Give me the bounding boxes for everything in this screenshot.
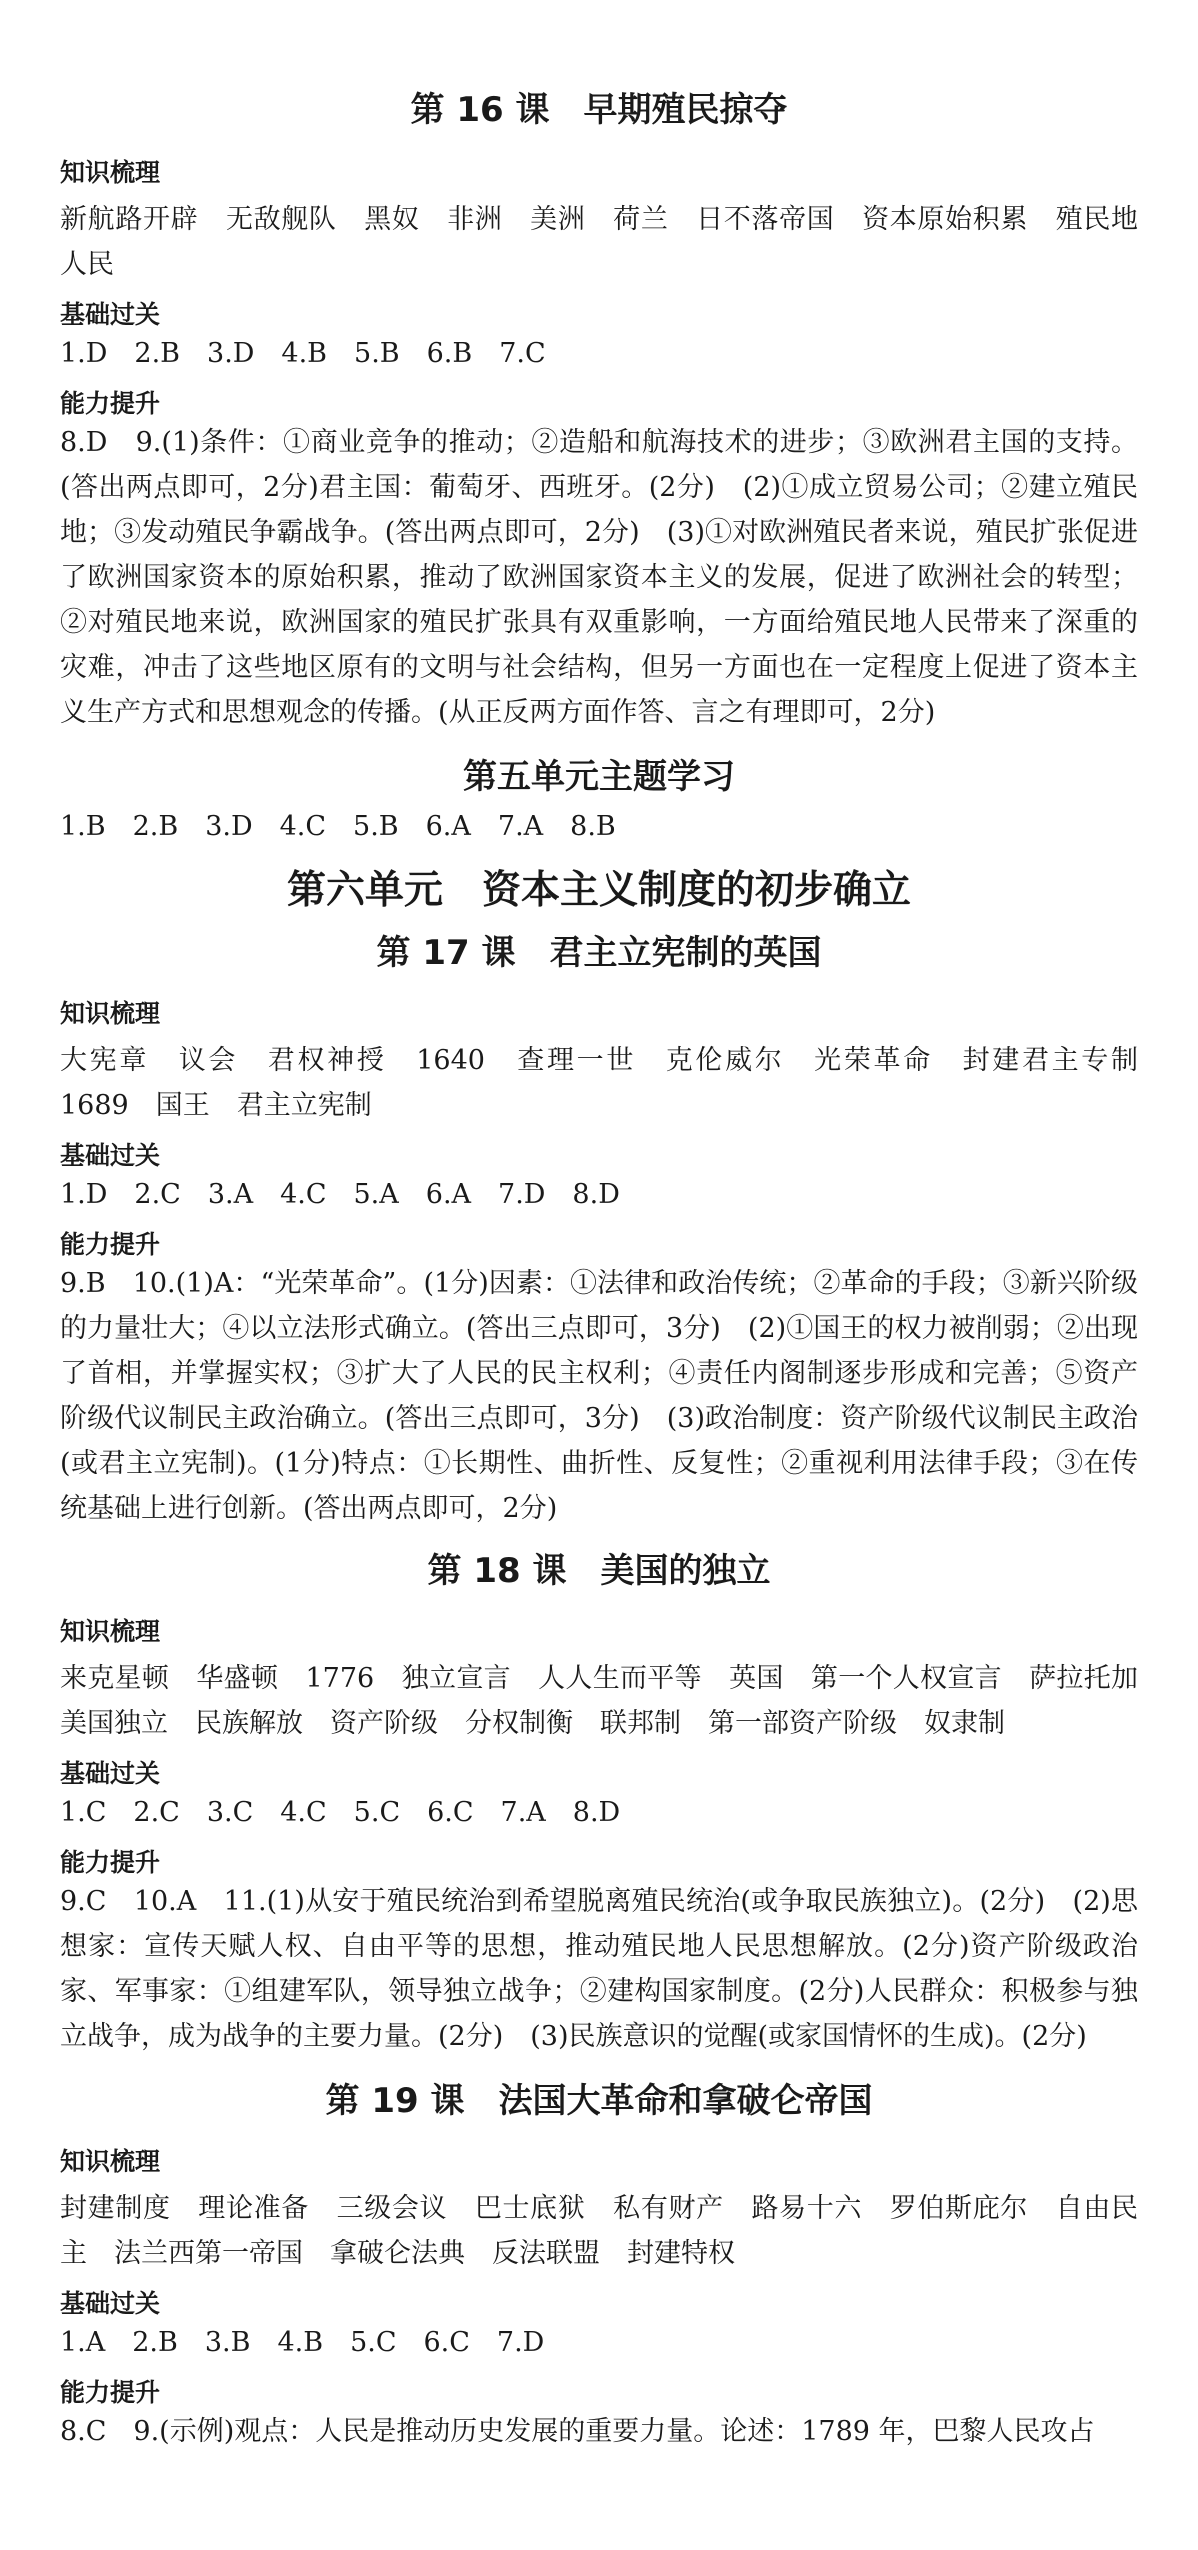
lesson-16-title: 第 16 课 早期殖民掠夺 — [410, 90, 788, 130]
lesson-18-ability-text: 9.C 10.A 11.(1)从安于殖民统治到希望脱离殖民统治(或争取民族独立)。(2分) (2)思想家：宣传天赋人权、自由平等的思想，推动殖民地人民思想解放。(2分)资产阶级政治家、军事家：①组建军队，领导独立战争；②建构国家制度。(2分)人民群众：积极参与独立战争，成为战争的主要力量。(2分) (3)民族意识的觉醒(或家国情怀的生成)。(2分) — [60, 1886, 1138, 2052]
lesson-17-basic-text: 1.D 2.C 3.A 4.C 5.A 6.A 7.D 8.D — [60, 1179, 620, 1210]
lesson-19-ability-text: 8.C 9.(示例)观点：人民是推动历史发展的重要力量。论述：1789 年，巴黎人民攻占 — [60, 2416, 1095, 2447]
lesson-19-title: 第 19 课 法国大革命和拿破仑帝国 — [325, 2081, 873, 2121]
unit-5-theme-answers: 1.B 2.B 3.D 4.C 5.B 6.A 7.A 8.B — [60, 811, 616, 842]
lesson-16-knowledge-text: 新航路开辟 无敌舰队 黑奴 非洲 美洲 荷兰 日不落帝国 资本原始积累 殖民地人民 — [60, 204, 1138, 280]
lesson-17-knowledge-heading: 知识梳理 — [60, 999, 161, 1028]
lesson-18-basic-text: 1.C 2.C 3.C 4.C 5.C 6.C 7.A 8.D — [60, 1797, 621, 1828]
lesson-17-basic-heading: 基础过关 — [60, 1141, 161, 1170]
lesson-19-knowledge-heading: 知识梳理 — [60, 2147, 161, 2176]
lesson-18-knowledge-heading: 知识梳理 — [60, 1617, 161, 1646]
lesson-17-title: 第 17 课 君主立宪制的英国 — [376, 933, 822, 973]
lesson-16-ability-text: 8.D 9.(1)条件：①商业竞争的推动；②造船和航海技术的进步；③欧洲君主国的支持。(答出两点即可，2分)君主国：葡萄牙、西班牙。(2分) (2)①成立贸易公司；②建立殖民地；③发动殖民争霸战争。(答出两点即可，2分) (3)①对欧洲殖民者来说，殖民扩张促进了欧洲国家资本的原始积累，推动了欧洲国家资本主义的发展，促进了欧洲社会的转型；②对殖民地来说，欧洲国家的殖民扩张具有双重影响，一方面给殖民地人民带来了深重的灾难，冲击了这些地区原有的文明与社会结构，但另一方面也在一定程度上促进了资本主义生产方式和思想观念的传播。(从正反两方面作答、言之有理即可，2分) — [60, 427, 1138, 728]
lesson-17-knowledge-text: 大宪章 议会 君权神授 1640 查理一世 克伦威尔 光荣革命 封建君主专制 1689 国王 君主立宪制 — [60, 1045, 1165, 1121]
lesson-17-ability-heading: 能力提升 — [60, 1230, 161, 1259]
lesson-18-knowledge-text: 来克星顿 华盛顿 1776 独立宣言 人人生而平等 英国 第一个人权宣言 萨拉托加 美国独立 民族解放 资产阶级 分权制衡 联邦制 第一部资产阶级 奴隶制 — [60, 1663, 1165, 1739]
lesson-16-knowledge-heading: 知识梳理 — [60, 158, 161, 187]
lesson-16-ability-heading: 能力提升 — [60, 389, 161, 418]
lesson-18-ability-heading: 能力提升 — [60, 1848, 161, 1877]
lesson-19-basic-heading: 基础过关 — [60, 2289, 161, 2318]
lesson-16-basic-text: 1.D 2.B 3.D 4.B 5.B 6.B 7.C — [60, 338, 546, 369]
lesson-18-title: 第 18 课 美国的独立 — [427, 1551, 771, 1591]
unit-6-title: 第六单元 资本主义制度的初步确立 — [286, 868, 911, 913]
lesson-18-basic-heading: 基础过关 — [60, 1759, 161, 1788]
lesson-19-knowledge-text: 封建制度 理论准备 三级会议 巴士底狱 私有财产 路易十六 罗伯斯庇尔 自由民主 法兰西第一帝国 拿破仑法典 反法联盟 封建特权 — [60, 2193, 1138, 2269]
lesson-16-basic-heading: 基础过关 — [60, 300, 161, 329]
unit-5-theme-title: 第五单元主题学习 — [463, 757, 735, 797]
lesson-19-ability-heading: 能力提升 — [60, 2378, 161, 2407]
lesson-17-ability-text: 9.B 10.(1)A：“光荣革命”。(1分)因素：①法律和政治传统；②革命的手段；③新兴阶级的力量壮大；④以立法形式确立。(答出三点即可，3分) (2)①国王的权力被削弱；②出现了首相，并掌握实权；③扩大了人民的民主权利；④责任内阁制逐步形成和完善；⑤资产阶级代议制民主政治确立。(答出三点即可，3分) (3)政治制度：资产阶级代议制民主政治(或君主立宪制)。(1分)特点：①长期性、曲折性、反复性；②重视利用法律手段；③在传统基础上进行创新。(答出两点即可，2分) — [60, 1268, 1138, 1524]
lesson-19-basic-text: 1.A 2.B 3.B 4.B 5.C 6.C 7.D — [60, 2327, 545, 2358]
